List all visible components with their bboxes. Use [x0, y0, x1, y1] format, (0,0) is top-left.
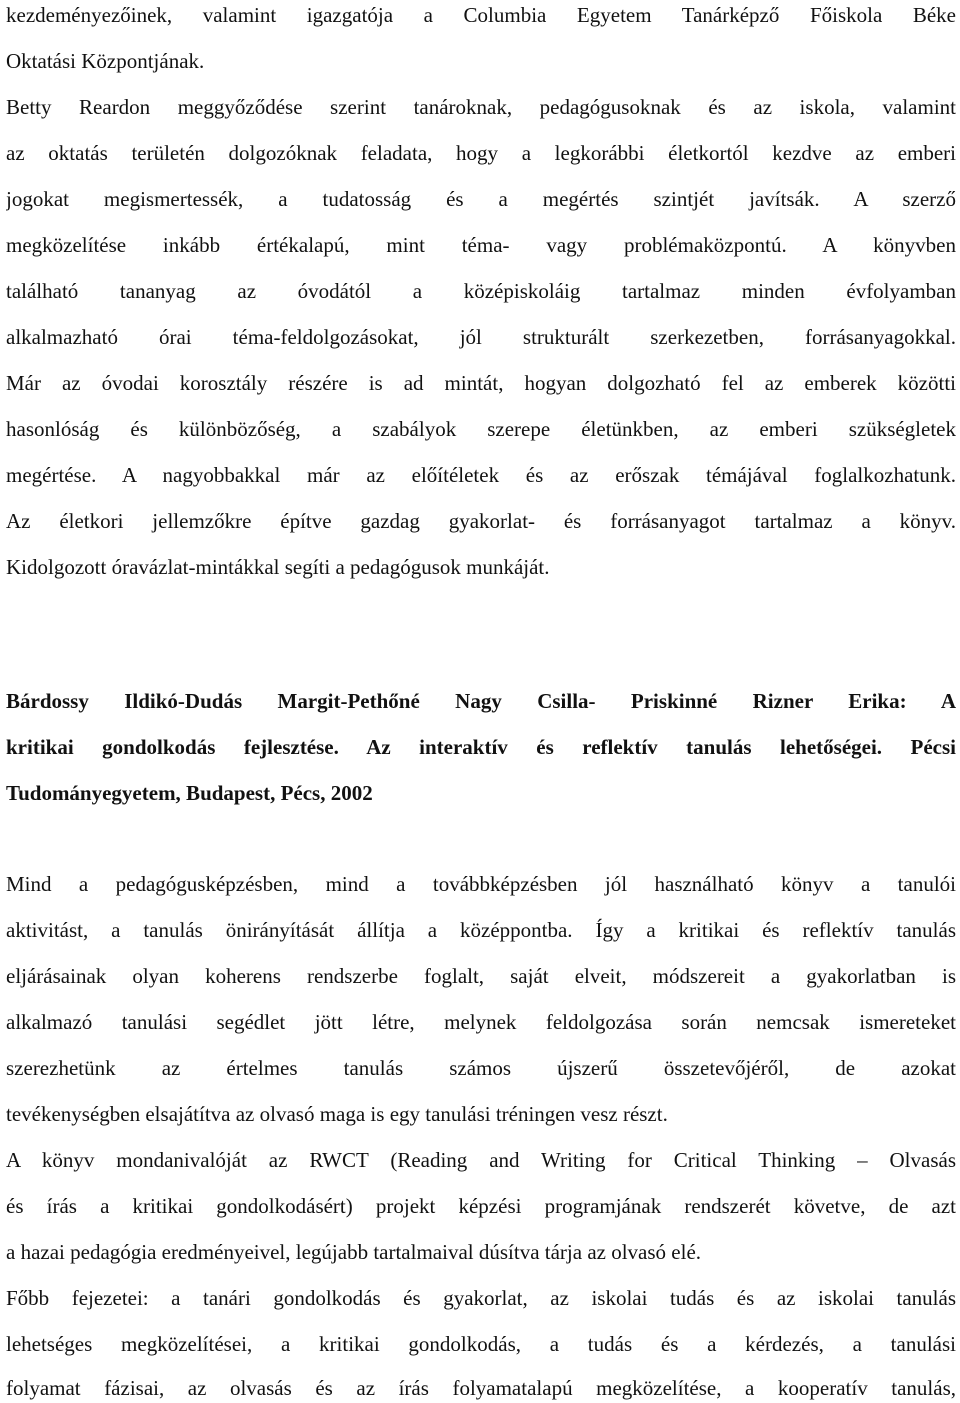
- text-line: és írás a kritikai gondolkodásért) projekt képzési programjának rendszerét követve, de azt: [6, 1194, 956, 1218]
- text-line: kezdeményezőinek, valamint igazgatója a Columbia Egyetem Tanárképző Főiskola Béke: [6, 3, 956, 27]
- text-line: Betty Reardon meggyőződése szerint tanároknak, pedagógusoknak és az iskola, valamint: [6, 95, 956, 119]
- reference-line: Bárdossy Ildikó-Dudás Margit-Pethőné Nagy Csilla- Priskinné Rizner Erika: A: [6, 689, 956, 713]
- reference-line: Tudományegyetem, Budapest, Pécs, 2002: [6, 781, 373, 805]
- text-line: Már az óvodai korosztály részére is ad mintát, hogyan dolgozható fel az emberek közötti: [6, 371, 956, 395]
- text-line: A könyv mondanivalóját az RWCT (Reading and Writing for Critical Thinking – Olvasás: [6, 1148, 956, 1172]
- text-line: alkalmazható órai téma-feldolgozásokat, jól strukturált szerkezetben, forrásanyagokkal.: [6, 325, 956, 349]
- text-line: szerezhetünk az értelmes tanulás számos újszerű összetevőjéről, de azokat: [6, 1056, 956, 1080]
- text-line: Kidolgozott óravázlat-mintákkal segíti a pedagógusok munkáját.: [6, 555, 550, 579]
- text-line: eljárásainak olyan koherens rendszerbe foglalt, saját elveit, módszereit a gyakorlatban is: [6, 964, 956, 988]
- text-line: a hazai pedagógia eredményeivel, legújabb tartalmaival dúsítva tárja az olvasó elé.: [6, 1240, 702, 1264]
- text-line: található tananyag az óvodától a középiskoláig tartalmaz minden évfolyamban: [6, 279, 956, 303]
- text-line: Az életkori jellemzőkre építve gazdag gyakorlat- és forrásanyagot tartalmaz a könyv.: [6, 509, 956, 533]
- text-line: aktivitást, a tanulás önirányítását állítja a középpontba. Így a kritikai és reflektív tanulás: [6, 918, 956, 942]
- text-line: az oktatás területén dolgozóknak feladata, hogy a legkorábbi életkortól kezdve az emberi: [6, 141, 956, 165]
- text-line: lehetséges megközelítései, a kritikai gondolkodás, a tudás és a kérdezés, a tanulási: [6, 1332, 956, 1356]
- text-line: folyamat fázisai, az olvasás és az írás folyamatalapú megközelítése, a kooperatív tanulás,: [6, 1376, 956, 1400]
- text-line: Mind a pedagógusképzésben, mind a továbbképzésben jól használható könyv a tanulói: [6, 872, 956, 896]
- text-line: alkalmazó tanulási segédlet jött létre, melynek feldolgozása során nemcsak ismereteket: [6, 1010, 956, 1034]
- text-line: Oktatási Központjának.: [6, 49, 205, 73]
- text-line: jogokat megismertessék, a tudatosság és a megértés szintjét javítsák. A szerző: [6, 187, 956, 211]
- text-line: Főbb fejezetei: a tanári gondolkodás és gyakorlat, az iskolai tudás és az iskolai tanulás: [6, 1286, 956, 1310]
- reference-line: kritikai gondolkodás fejlesztése. Az interaktív és reflektív tanulás lehetőségei. Pécsi: [6, 735, 956, 759]
- text-line: megértése. A nagyobbakkal már az előítéletek és az erőszak témájával foglalkozhatunk.: [6, 463, 956, 487]
- text-line: tevékenységben elsajátítva az olvasó maga is egy tanulási tréningen vesz részt.: [6, 1102, 668, 1126]
- text-line: megközelítése inkább értékalapú, mint téma- vagy problémaközpontú. A könyvben: [6, 233, 956, 257]
- text-line: hasonlóság és különbözőség, a szabályok szerepe életünkben, az emberi szükségletek: [6, 417, 956, 441]
